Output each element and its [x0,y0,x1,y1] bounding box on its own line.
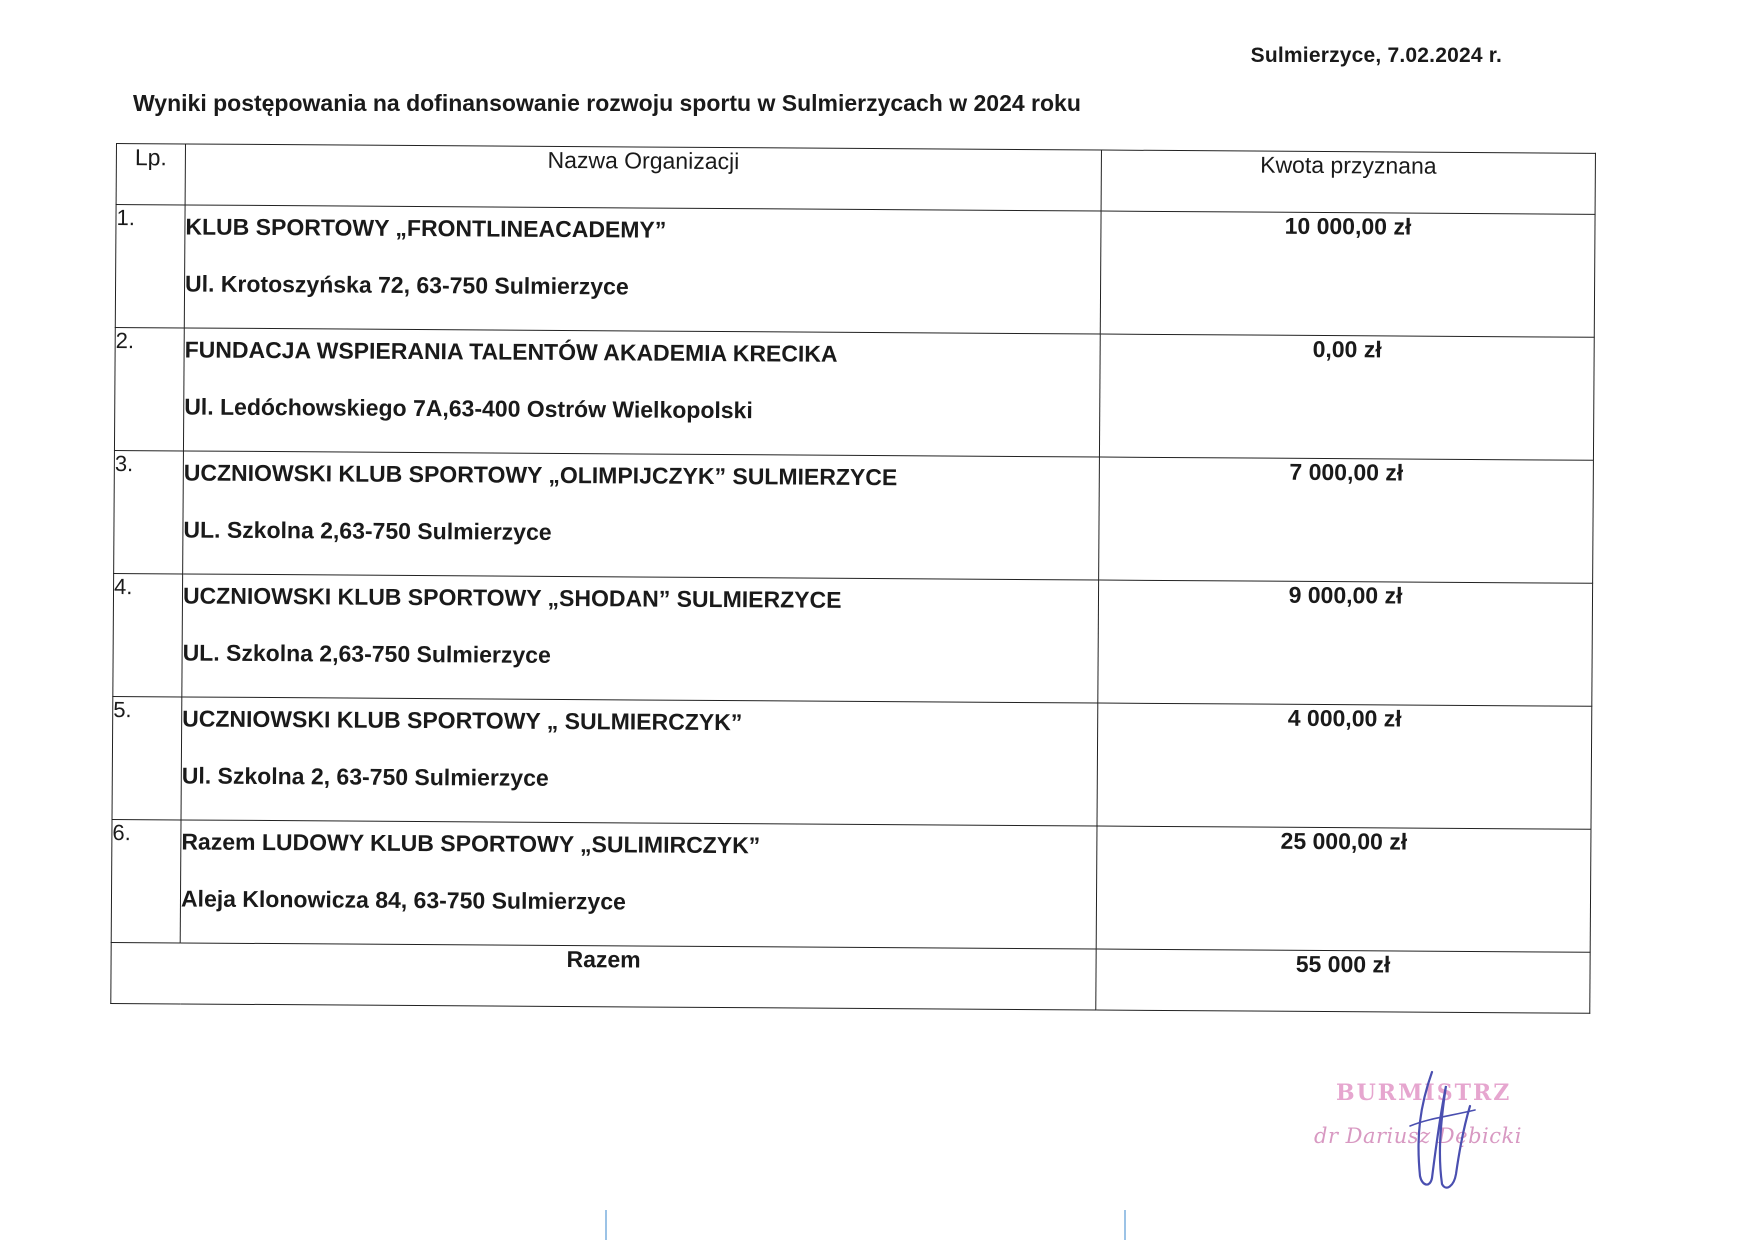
organization-cell [181,697,1098,826]
organization-address: UL. Szkolna 2,63-750 Sulmierzyce [183,516,552,545]
organization-name: UCZNIOWSKI KLUB SPORTOWY „ SULMIERCZYK” [182,705,743,736]
organization-name: Razem LUDOWY KLUB SPORTOWY „SULIMIRCZYK” [181,828,761,859]
table-row [115,205,1595,338]
granted-amount: 7 000,00 zł [1099,457,1594,583]
granted-amount: 0,00 zł [1099,334,1594,460]
granted-amount: 4 000,00 zł [1097,703,1592,829]
row-number: 6. [111,819,181,942]
results-table [110,143,1596,1014]
table-row [111,819,1591,952]
table-header-row [116,144,1595,215]
row-number: 5. [112,696,182,819]
table-row [113,573,1593,706]
column-header-lp: Lp. [116,144,185,205]
granted-amount: 25 000,00 zł [1096,826,1591,952]
organization-address: Ul. Szkolna 2, 63-750 Sulmierzyce [181,762,549,791]
column-header-name: Nazwa Organizacji [185,144,1101,211]
organization-cell [182,574,1099,703]
granted-amount: 10 000,00 zł [1100,211,1595,337]
document-date: Sulmierzyce, 7.02.2024 r. [1250,44,1502,67]
organization-address: UL. Szkolna 2,63-750 Sulmierzyce [182,639,551,668]
total-value: 55 000 zł [1096,949,1590,1013]
total-label: Razem [111,942,1096,1010]
organization-name: FUNDACJA WSPIERANIA TALENTÓW AKADEMIA KRECIKA [184,336,838,367]
row-number: 2. [114,327,184,450]
organization-cell [180,820,1097,949]
organization-name: UCZNIOWSKI KLUB SPORTOWY „OLIMPIJCZYK” SULMIERZYCE [183,459,898,491]
organization-cell [183,328,1100,457]
scan-artifact-line [1124,1210,1126,1240]
stamp-name: dr Dariusz Dębicki [1314,1124,1522,1148]
organization-cell [184,205,1101,334]
organization-address: Ul. Ledóchowskiego 7A,63-400 Ostrów Wielkopolski [184,393,753,424]
table-row [114,327,1594,460]
table-row [112,696,1592,829]
organization-name: KLUB SPORTOWY „FRONTLINEACADEMY” [185,213,667,243]
stamp-title: BURMISTRZ [1336,1080,1512,1106]
handwritten-signature [1380,1066,1480,1196]
organization-cell [183,451,1100,580]
row-number: 1. [115,205,185,328]
table-row [114,450,1594,583]
document-title: Wyniki postępowania na dofinansowanie rozwoju sportu w Sulmierzycach w 2024 roku [133,90,1081,116]
total-row [111,942,1590,1013]
granted-amount: 9 000,00 zł [1098,580,1593,706]
organization-address: Ul. Krotoszyńska 72, 63-750 Sulmierzyce [184,270,629,300]
column-header-amount: Kwota przyznana [1101,150,1595,214]
scan-artifact-line [605,1210,607,1240]
organization-address: Aleja Klonowicza 84, 63-750 Sulmierzyce [180,885,626,915]
row-number: 4. [113,573,183,696]
row-number: 3. [114,450,184,573]
organization-name: UCZNIOWSKI KLUB SPORTOWY „SHODAN” SULMIERZYCE [182,582,842,613]
